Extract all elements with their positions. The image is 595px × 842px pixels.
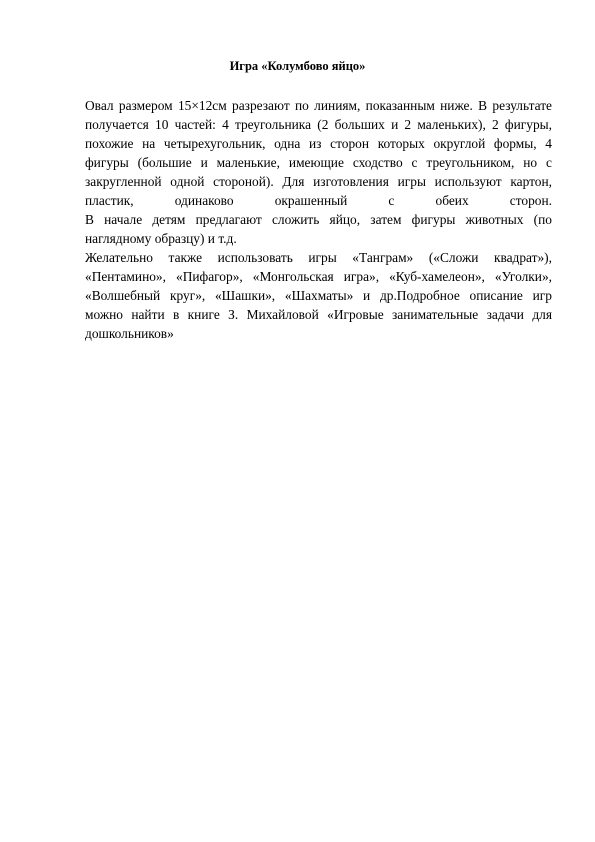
document-body xyxy=(85,96,552,343)
body-line: закругленной одной стороной). Для изготовления игры используют картон, xyxy=(85,174,552,189)
body-line: наглядному образцу) и т.д. xyxy=(85,231,237,246)
body-line: Овал размером 15×12см разрезают по линиям, показанным ниже. В результате xyxy=(85,98,552,113)
body-line: пластик, одинаково окрашенный с обеих сторон. xyxy=(85,193,552,208)
body-line: «Волшебный круг», «Шашки», «Шахматы» и др.Подробное описание игр xyxy=(85,288,552,303)
body-line: можно найти в книге З. Михайловой «Игровые занимательные задачи для xyxy=(85,307,552,322)
body-line: В начале детям предлагают сложить яйцо, затем фигуры животных (по xyxy=(85,212,552,227)
document-title: Игра «Колумбово яйцо» xyxy=(229,59,366,73)
body-line: «Пентамино», «Пифагор», «Монгольская игра», «Куб-хамелеон», «Уголки», xyxy=(85,269,552,284)
body-line: Желательно также использовать игры «Танграм» («Сложи квадрат»), xyxy=(85,250,552,265)
body-line: получается 10 частей: 4 треугольника (2 больших и 2 маленьких), 2 фигуры, xyxy=(85,117,552,132)
body-line: дошкольников» xyxy=(85,326,174,341)
body-line: фигуры (большие и маленькие, имеющие сходство с треугольником, но с xyxy=(85,155,552,170)
body-line: похожие на четырехугольник, одна из сторон которых округлой формы, 4 xyxy=(85,136,552,151)
